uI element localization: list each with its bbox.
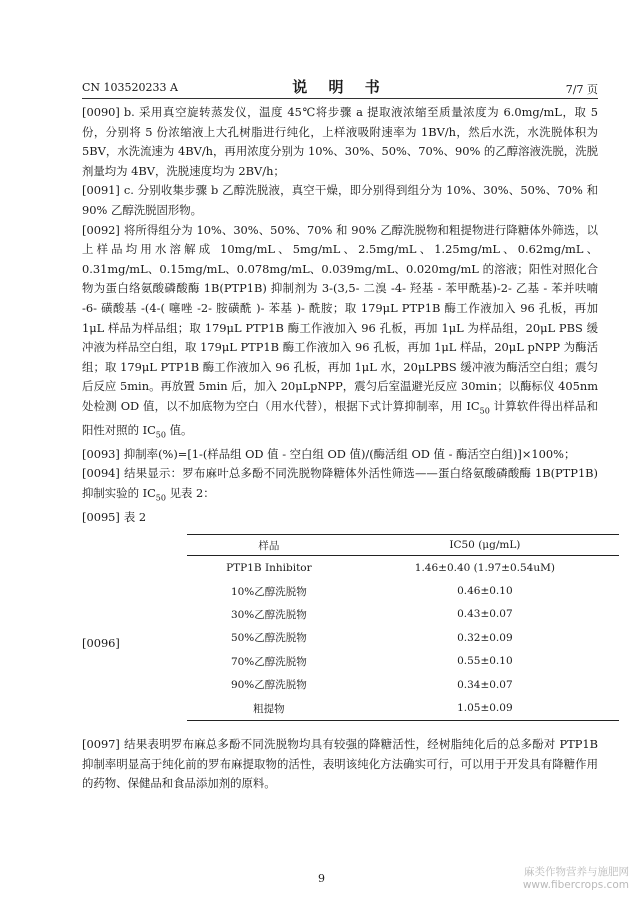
conclusion-text [82, 735, 598, 794]
para-0096-tag: [0096] [82, 636, 120, 650]
watermark [523, 866, 629, 892]
para-0095: [0095] 表 2 [82, 509, 147, 524]
watermark-line-1: 麻类作物营养与施肥网 [524, 866, 629, 878]
doc-number: CN 103520233 A [82, 81, 178, 94]
table-row: 30%乙醇洗脱物 0.43±0.07 [230, 608, 513, 621]
para-0094: [0094] 结果显示：罗布麻叶总多酚不同洗脱物降糖体外活性筛选——蛋白络氨酸磷酸酶 1B(PTP1B) 抑制实验的 $IC_{50}$ 见表 2： [82, 466, 598, 503]
header-rule [82, 98, 598, 99]
table-2-block [82, 534, 598, 724]
main-text [82, 103, 598, 527]
col-header-sample: 样品 [187, 535, 351, 556]
table-row: PTP1B Inhibitor 1.46±0.40 (1.97±0.54uM) [226, 561, 555, 574]
para-0092: [0092] 将所得组分为 10%、30%、50%、70% 和 90% 乙醇洗脱物和粗提物进行降糖体外筛选，以上样品均用水溶解成 10mg/mL、5mg/mL、2.5mg/mL、1.25mg/mL、0.62mg/mL、0.31mg/mL、0.15mg/mL、0.078mg/mL、0.039mg/mL、0.020mg/mL 的溶液；阳性对照化合物为蛋白络氨酸磷酸酶 1B(PTP1B) 抑制剂为 3-(3,5- 二溴 -4- 羟基 - 苯甲酰基)-2- 乙基 - 苯并呋喃 -6- 磺酸基 -(4-( 噻唑 -2- 胺磺酰 )- 苯基 )- 酰胺；取 179μL PTP1B 酶工作液加入 96 孔板，再加 1μL 样品为样品组；取 179μL PTP1B 酶工作液加入 96 孔板，再加 1μL 为样品组，20μL PBS 缓冲液为样品空白组，取 179μL PTP1B 酶工作液加入 96 孔板，再加 1μL 样品，20μL pNPP 为酶活组；取 179μL PTP1B 酶工作液加入 96 孔板，再加 1μL 水，20μLPBS 缓冲液为酶活空白组；震匀后反应 5min。再放置 5min 后，加入 20μLpNPP，震匀后室温避光反应 30min；以酶标仪 405nm 处检测 OD 值，以不加底物为空白（用水代替），根据下式计算抑制率，用 $IC_{50}$ 计算软件得出样品和阳性对照的 $IC_{50}$ 值。 [82, 222, 598, 440]
table-row: 50%乙醇洗脱物 0.32±0.09 [230, 631, 513, 645]
para-0090: [0090] b. 采用真空旋转蒸发仪，温度 45℃将步骤 a 提取液浓缩至质量浓度为 6.0mg/mL，取 5 份，分别将 5 份浓缩液上大孔树脂进行纯化，上样液吸附速率为 1BV/h，然后水洗，水洗脱体积为 5BV，水洗流速为 4BV/h，再用浓度分别为 10%、30%、50%、70%、90% 的乙醇溶液洗脱，洗脱剂量均为 4BV，洗脱速度均为 2BV/h； [82, 105, 598, 178]
table-row: 粗提物 1.05±0.09 [187, 696, 619, 720]
col-header-ic50: IC50 (μg/mL) [351, 535, 619, 556]
watermark-line-2: www.fibercrops.com [522, 879, 629, 891]
ic50-table [187, 534, 619, 721]
table-row: 90%乙醇洗脱物 0.34±0.07 [230, 678, 513, 692]
table-row: 10%乙醇洗脱物 0.46±0.10 [230, 585, 513, 598]
para-0091: [0091] c. 分别收集步骤 b 乙醇洗脱液，真空干燥，即分别得到组分为 10%、30%、50%、70% 和 90% 乙醇洗脱固形物。 [82, 183, 598, 217]
page-count: 7/7 页 [565, 83, 598, 96]
para-0097: [0097] 结果表明罗布麻总多酚不同洗脱物均具有较强的降糖活性，经树脂纯化后的总多酚对 PTP1B 抑制率明显高于纯化前的罗布麻提取物的活性，表明该纯化方法确实可行，可以用于开发具有降糖作用的药物、保健品和食品添加剂的原料。 [82, 737, 598, 791]
table-row: 70%乙醇洗脱物 0.55±0.10 [230, 655, 513, 668]
page-number: 9 [318, 872, 325, 885]
table-header-row [187, 535, 619, 556]
para-0093: [0093] 抑制率(%)=[1-(样品组 OD 值 - 空白组 OD 值)/(酶活组 OD 值 - 酶活空白组)]×100%； [82, 446, 576, 461]
page-header [82, 78, 598, 96]
section-title: 说 明 书 [292, 78, 388, 96]
